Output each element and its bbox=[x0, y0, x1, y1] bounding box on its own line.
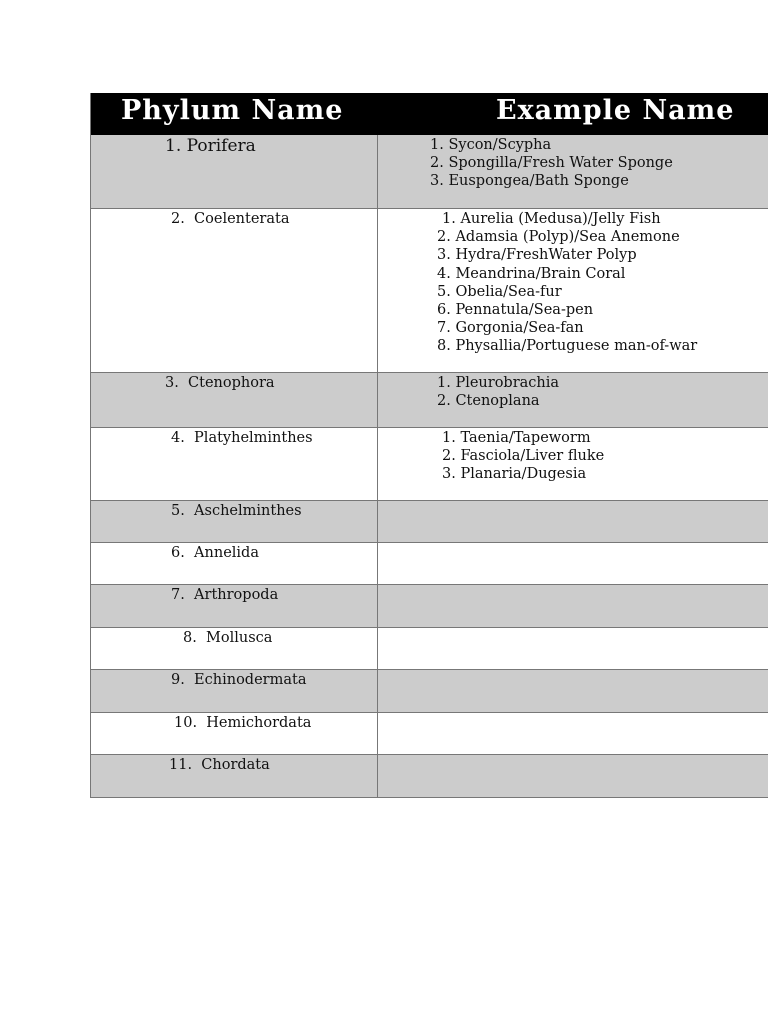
phylum-cell: 9. Echinodermata bbox=[91, 670, 378, 712]
table-row bbox=[91, 373, 768, 428]
table-row bbox=[91, 428, 768, 501]
examples-cell bbox=[378, 543, 768, 584]
examples-cell bbox=[378, 501, 768, 542]
table-row bbox=[91, 501, 768, 543]
phylum-cell: 3. Ctenophora bbox=[91, 373, 378, 427]
examples-cell bbox=[378, 428, 768, 500]
example-item: 2. Adamsia (Polyp)/Sea Anemone bbox=[437, 229, 680, 246]
phylum-cell: 8. Mollusca bbox=[91, 628, 378, 669]
examples-cell bbox=[378, 755, 768, 797]
examples-cell bbox=[378, 135, 768, 208]
header-phylum-name: Phylum Name bbox=[121, 95, 344, 126]
example-item: 8. Physallia/Portuguese man-of-war bbox=[437, 338, 698, 355]
table-row bbox=[91, 713, 768, 755]
example-item: 6. Pennatula/Sea-pen bbox=[437, 302, 594, 319]
phylum-table bbox=[90, 93, 768, 798]
phylum-cell: 4. Platyhelminthes bbox=[91, 428, 378, 500]
table-row bbox=[91, 585, 768, 628]
phylum-cell: 2. Coelenterata bbox=[91, 209, 378, 372]
examples-cell bbox=[378, 373, 768, 427]
examples-cell bbox=[378, 713, 768, 754]
phylum-cell: 11. Chordata bbox=[91, 755, 378, 797]
example-item: 1. Pleurobrachia bbox=[437, 375, 560, 391]
header-example-name: Example Name bbox=[496, 95, 735, 126]
examples-cell bbox=[378, 670, 768, 712]
table-row bbox=[91, 628, 768, 670]
phylum-cell: 10. Hemichordata bbox=[91, 713, 378, 754]
phylum-cell: 1. Porifera bbox=[91, 135, 378, 208]
example-item: 1. Sycon/Scypha bbox=[430, 137, 552, 153]
example-item: 3. Planaria/Dugesia bbox=[442, 466, 587, 483]
example-item: 4. Meandrina/Brain Coral bbox=[437, 265, 626, 282]
table-header bbox=[91, 93, 768, 135]
table-row bbox=[91, 670, 768, 713]
table-row bbox=[91, 209, 768, 373]
example-item: 7. Gorgonia/Sea-fan bbox=[437, 320, 584, 337]
example-item: 3. Euspongea/Bath Sponge bbox=[430, 173, 629, 190]
phylum-cell: 6. Annelida bbox=[91, 543, 378, 584]
phylum-cell: 7. Arthropoda bbox=[91, 585, 378, 627]
example-item: 1. Aurelia (Medusa)/Jelly Fish bbox=[442, 211, 661, 227]
table-row bbox=[91, 135, 768, 209]
example-item: 1. Taenia/Tapeworm bbox=[442, 430, 591, 446]
table-row bbox=[91, 543, 768, 585]
phylum-cell: 5. Aschelminthes bbox=[91, 501, 378, 542]
examples-cell bbox=[378, 628, 768, 669]
example-item: 2. Fasciola/Liver fluke bbox=[442, 448, 605, 465]
example-item: 3. Hydra/FreshWater Polyp bbox=[437, 247, 637, 264]
examples-cell bbox=[378, 585, 768, 627]
examples-cell bbox=[378, 209, 768, 372]
example-item: 2. Spongilla/Fresh Water Sponge bbox=[430, 155, 673, 172]
example-item: 5. Obelia/Sea-fur bbox=[437, 283, 562, 300]
example-item: 2. Ctenoplana bbox=[437, 393, 540, 410]
table-row bbox=[91, 755, 768, 798]
